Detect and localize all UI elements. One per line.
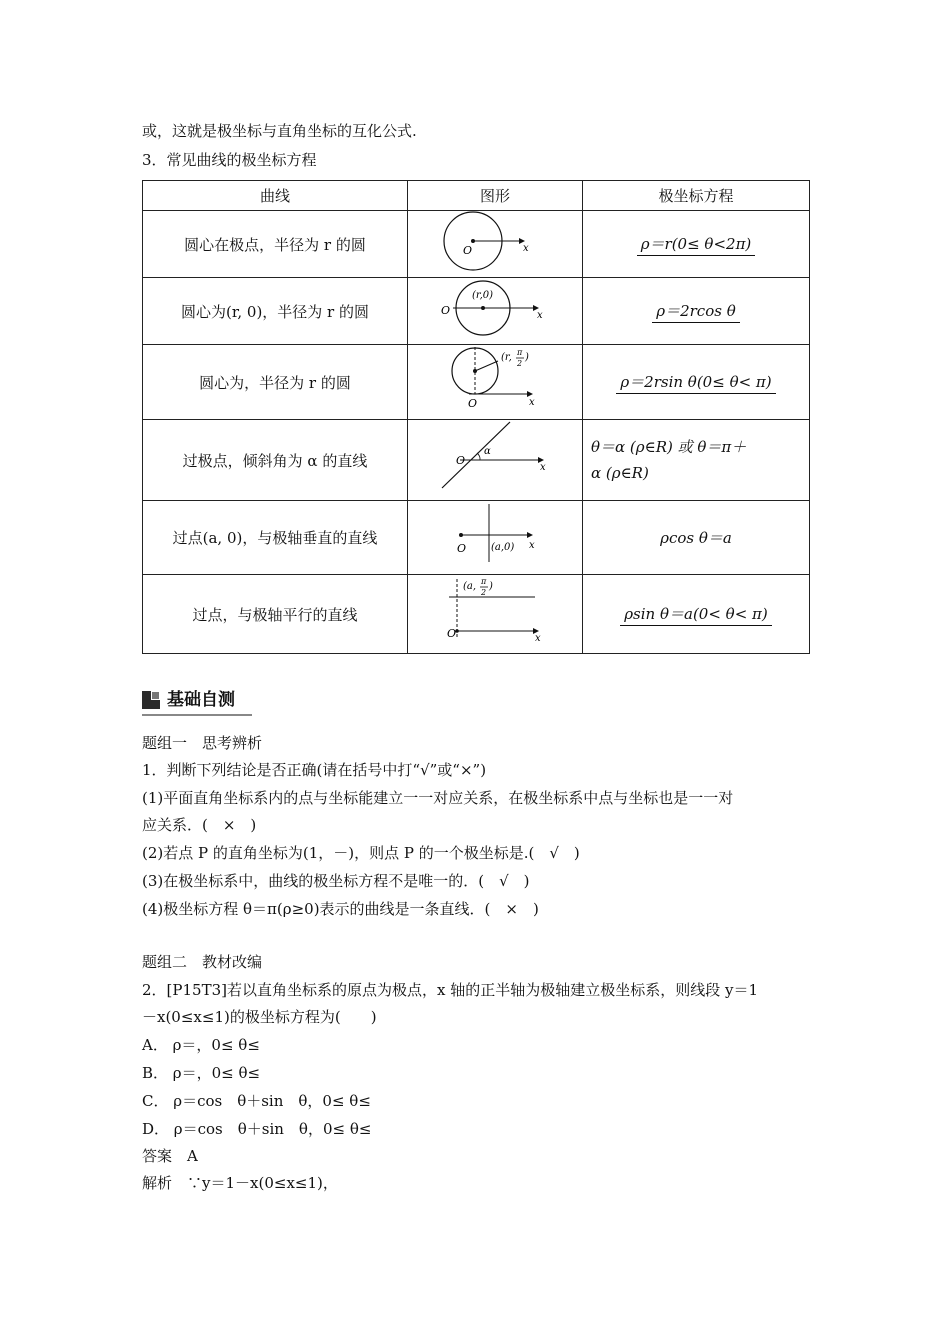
label-x: x (523, 243, 529, 254)
equation-text: ρsin θ＝a(0< θ< π) (620, 603, 772, 626)
label-two: 2 (481, 588, 487, 597)
label-origin: O (456, 454, 466, 467)
equation-text: ρ＝2rsin θ(0≤ θ< π) (616, 371, 775, 394)
line-through-pole-figure (430, 420, 560, 496)
table-header-row (143, 181, 810, 211)
circle-at-r-half-pi-figure (435, 345, 555, 415)
equation-text-line-2: α (ρ∈R) (591, 464, 649, 482)
label-x: x (537, 310, 543, 321)
label-origin: O (457, 541, 467, 555)
section-marker-icon (142, 691, 160, 709)
circle-at-pole-figure (435, 211, 555, 273)
label-origin: O (447, 627, 457, 640)
label-pi: π (517, 348, 523, 357)
table-row (143, 211, 810, 278)
question-1-part-1a: (1)平面直角坐标系内的点与坐标能建立一一对应关系，在极坐标系中点与坐标也是一一对 (142, 789, 734, 807)
label-two: 2 (517, 359, 523, 368)
curve-cell: 圆心在极点，半径为 r 的圆 (143, 211, 408, 278)
label-origin: O (468, 397, 478, 410)
equation-cell (583, 575, 810, 654)
label-x: x (540, 462, 546, 473)
section-header (142, 688, 252, 716)
curve-cell: 过极点，倾斜角为 α 的直线 (143, 420, 408, 501)
figure-cell (408, 211, 583, 278)
curve-cell: 圆心为(r, 0)，半径为 r 的圆 (143, 278, 408, 345)
label-close: ) (489, 581, 493, 592)
header-figure: 图形 (408, 181, 583, 211)
equation-cell (583, 278, 810, 345)
figure-cell (408, 420, 583, 501)
figure-cell (408, 575, 583, 654)
figure-cell (408, 501, 583, 575)
curve-cell: 圆心为，半径为 r 的圆 (143, 345, 408, 420)
equation-cell (583, 501, 810, 575)
curve-cell: 过点，与极轴平行的直线 (143, 575, 408, 654)
group-1-title: 题组一 思考辨析 (142, 734, 263, 752)
table-row (143, 575, 810, 654)
header-curve: 曲线 (143, 181, 408, 211)
curve-cell: 过点(a, 0)，与极轴垂直的直线 (143, 501, 408, 575)
equation-cell (583, 420, 810, 501)
question-2-line-b: －x(0≤x≤1)的极坐标方程为( ) (142, 1008, 377, 1026)
label-origin: O (463, 244, 473, 257)
question-1-part-1b: 应关系．( × ) (142, 816, 257, 834)
equation-text: ρ＝2rcos θ (652, 300, 739, 323)
label-pi: π (481, 577, 487, 586)
vertical-line-figure (435, 502, 555, 570)
label-close: ) (525, 352, 529, 363)
option-a: A． ρ＝，0≤ θ≤ (142, 1036, 260, 1054)
label-r-half-pi: (r, (501, 352, 512, 363)
equation-text: ρ＝r(0≤ θ<2π) (637, 233, 756, 256)
horizontal-line-figure (435, 575, 555, 649)
option-d: D． ρ＝cos θ＋sin θ，0≤ θ≤ (142, 1120, 372, 1138)
question-1-part-3: (3)在极坐标系中，曲线的极坐标方程不是唯一的．( √ ) (142, 872, 530, 890)
option-c: C． ρ＝cos θ＋sin θ，0≤ θ≤ (142, 1092, 371, 1110)
equation-cell (583, 345, 810, 420)
table-row (143, 501, 810, 575)
section-title: 基础自测 (167, 690, 235, 710)
label-a-half-pi: (a, (463, 581, 477, 592)
question-2-line-a: 2．[P15T3]若以直角坐标系的原点为极点，x 轴的正半轴为极轴建立极坐标系，则线段 y＝1 (142, 981, 758, 999)
label-origin: O (441, 304, 451, 317)
equation-text: ρcos θ＝a (660, 528, 732, 547)
intro-text: 或，这就是极坐标与直角坐标的互化公式. (142, 122, 417, 140)
question-1-part-2: (2)若点 P 的直角坐标为(1，－)，则点 P 的一个极坐标是.( √ ) (142, 844, 580, 862)
label-x: x (529, 539, 535, 551)
header-equation: 极坐标方程 (583, 181, 810, 211)
table-row (143, 420, 810, 501)
label-x: x (535, 633, 541, 644)
option-b: B． ρ＝，0≤ θ≤ (142, 1064, 261, 1082)
analysis-line: 解析 ∵y＝1－x(0≤x≤1)， (142, 1174, 338, 1192)
answer-line: 答案 A (142, 1147, 198, 1165)
table-row (143, 278, 810, 345)
label-x: x (529, 397, 535, 408)
label-alpha: α (484, 446, 491, 457)
figure-cell (408, 278, 583, 345)
question-1-part-4: (4)极坐标方程 θ＝π(ρ≥0)表示的曲线是一条直线．( × ) (142, 900, 539, 918)
section-3-heading: 3．常见曲线的极坐标方程 (142, 151, 317, 169)
table-row (143, 345, 810, 420)
equation-cell (583, 211, 810, 278)
question-1-intro: 1．判断下列结论是否正确(请在括号中打“√”或“×”) (142, 761, 487, 779)
label-r0: (r,0) (472, 290, 494, 301)
figure-cell (408, 345, 583, 420)
circle-at-r0-figure (435, 278, 555, 340)
group-2-title: 题组二 教材改编 (142, 953, 263, 971)
polar-equation-table (142, 180, 810, 654)
equation-text-line-1: θ＝α (ρ∈R) 或 θ＝π＋ (591, 438, 747, 456)
label-a0: (a,0) (491, 541, 515, 553)
